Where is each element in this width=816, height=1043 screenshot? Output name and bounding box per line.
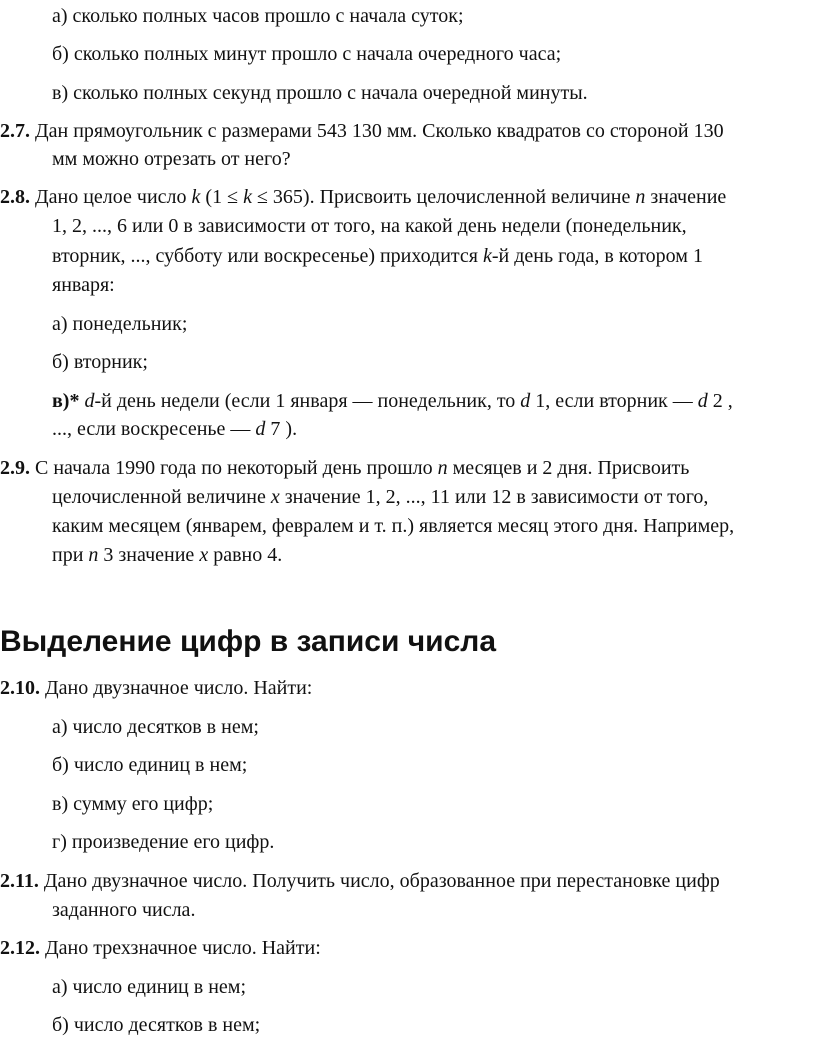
variable-k: k (483, 245, 492, 267)
problem-2-9 (0, 456, 689, 480)
text-line: января: (52, 274, 115, 296)
variable-k: k (243, 186, 252, 208)
section-heading: Выделение цифр в записи числа (0, 625, 497, 658)
option-v: в) сумму его цифр; (52, 793, 214, 815)
variable-d: d (84, 390, 95, 412)
problem-number: 2.10. (0, 677, 40, 699)
text-line: в) сколько полных секунд прошло с начала очередной минуты. (52, 82, 588, 104)
option-marker: в)* (52, 390, 80, 412)
problem-2-7 (0, 119, 724, 143)
text-line: заданного числа. (52, 899, 196, 921)
variable-n: n (437, 457, 448, 479)
variable-d: d (697, 390, 708, 412)
problem-number: 2.7. (0, 120, 30, 142)
text-line (52, 417, 297, 441)
text-line (52, 244, 703, 268)
problem-2-8 (0, 185, 726, 209)
problem-number: 2.12. (0, 937, 40, 959)
text-part: 3 значение (103, 544, 195, 566)
variable-n: n (635, 186, 646, 208)
text-line: а) сколько полных часов прошло с начала суток; (52, 5, 464, 27)
option-a: а) число десятков в нем; (52, 716, 259, 738)
option-g: г) произведение его цифр. (52, 831, 275, 853)
problem-number: 2.11. (0, 870, 39, 892)
problem-text: значение (650, 186, 727, 208)
text-part: вторник, ..., субботу или воскресенье) приходится (52, 245, 478, 267)
text-line: б) сколько полных минут прошло с начала очередного часа; (52, 43, 562, 65)
option-a: а) понедельник; (52, 313, 188, 335)
problem-text: Дан прямоугольник с размерами 543 130 мм. Сколько квадратов со стороной 130 (35, 120, 724, 142)
problem-text: месяцев и 2 дня. Присвоить (452, 457, 690, 479)
problem-text: Дано двузначное число. Найти: (45, 677, 313, 699)
problem-text: Дано целое число (35, 186, 187, 208)
option-v (52, 389, 733, 413)
variable-d: d (255, 418, 266, 440)
text-line: мм можно отрезать от него? (52, 148, 291, 170)
text-part: равно 4. (213, 544, 283, 566)
problem-text: Дано двузначное число. Получить число, образованное при перестановке цифр (43, 870, 720, 892)
problem-number: 2.8. (0, 186, 30, 208)
text-line: каким месяцем (январем, февралем и т. п.) является месяц этого дня. Например, (52, 515, 735, 537)
text-part: -й день года, в котором 1 (491, 245, 703, 267)
variable-d: d (520, 390, 531, 412)
problem-number: 2.9. (0, 457, 30, 479)
text-part: при (52, 544, 84, 566)
text-part: значение 1, 2, ..., 11 или 12 в зависимости от того, (284, 486, 709, 508)
text-part: ..., если воскресенье — (52, 418, 251, 440)
problem-text: ≤ 365). Присвоить целочисленной величине (256, 186, 631, 208)
variable-n: n (88, 544, 99, 566)
text-part: 7 ). (270, 418, 298, 440)
variable-k: k (191, 186, 201, 208)
problem-2-12 (0, 936, 321, 960)
text-part: целочисленной величине (52, 486, 266, 508)
variable-x: x (270, 486, 280, 508)
option-b: б) число единиц в нем; (52, 754, 248, 776)
text-part: -й день недели (если 1 января — понедельник, то (94, 390, 516, 412)
option-a: а) число единиц в нем; (52, 976, 246, 998)
text-line (52, 485, 708, 509)
option-b: б) число десятков в нем; (52, 1014, 261, 1036)
problem-2-10 (0, 676, 312, 700)
option-b: б) вторник; (52, 351, 148, 373)
text-line (52, 543, 282, 567)
problem-text: С начала 1990 года по некоторый день прошло (35, 457, 433, 479)
text-part: 1, если вторник — (535, 390, 693, 412)
variable-x: x (199, 544, 209, 566)
problem-text: Дано трехзначное число. Найти: (45, 937, 321, 959)
problem-text: (1 ≤ (205, 186, 239, 208)
text-line: 1, 2, ..., 6 или 0 в зависимости от того, на какой день недели (понедельник, (52, 215, 687, 237)
problem-2-11 (0, 869, 720, 893)
text-part: 2 , (712, 390, 733, 412)
